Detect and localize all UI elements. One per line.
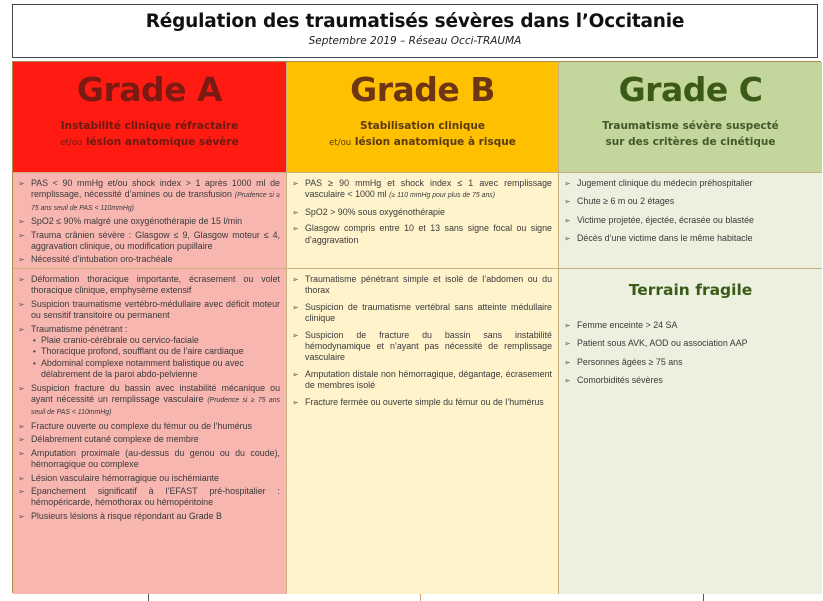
grade-c-terrain-cell xyxy=(559,269,822,594)
arrow-bullet-icon: ➢ xyxy=(18,511,25,521)
grade-a-desc-line1: Instabilité clinique réfractaire xyxy=(60,120,239,132)
arrow-bullet-icon: ➢ xyxy=(564,234,571,244)
criterion-item xyxy=(18,254,280,265)
grade-c-kinetic-list xyxy=(559,173,822,245)
criterion-text: Traumatisme pénétrant : xyxy=(31,323,128,334)
sub-criterion-item xyxy=(33,358,280,381)
sub-criterion-text: Thoracique profond, soufflant ou de l’aire cardiaque xyxy=(41,346,244,357)
criterion-item xyxy=(18,178,280,214)
grade-a-physio-list xyxy=(13,173,286,266)
criterion-item xyxy=(18,274,280,297)
grade-a-anatomic-cell xyxy=(13,269,287,594)
criterion-text: Femme enceinte > 24 SA xyxy=(577,320,678,330)
criterion-text: Amputation distale non hémorragique, dégantage, écrasement de membres isolé xyxy=(305,368,552,391)
grade-c-physio-cell xyxy=(559,173,822,269)
arrow-bullet-icon: ➢ xyxy=(18,421,25,431)
arrow-bullet-icon: ➢ xyxy=(292,224,299,234)
criterion-item xyxy=(564,196,816,207)
grade-a-anatomic-list xyxy=(13,269,286,522)
criterion-text: Victime projetée, éjectée, écrasée ou blastée xyxy=(577,214,754,225)
sub-criteria-list xyxy=(31,335,280,381)
arrow-bullet-icon: ➢ xyxy=(292,275,299,284)
criterion-text: Jugement clinique du médecin préhospitalier xyxy=(577,178,753,188)
criterion-text: Personnes âgées ≥ 75 ans xyxy=(577,356,683,367)
arrow-bullet-icon: ➢ xyxy=(18,217,25,227)
grade-b-anatomic-list xyxy=(287,269,558,408)
grade-c-desc-line1: Traumatisme sévère suspecté xyxy=(602,120,779,132)
criterion-text: Fracture fermée ou ouverte simple du fémur ou de l’humérus xyxy=(305,396,544,407)
criterion-item xyxy=(18,448,280,471)
criterion-text: Nécessité d’intubation oro-trachéale xyxy=(31,254,173,265)
criterion-text: Suspicion fracture du bassin avec instabilité mécanique ou ayant nécessité un remplissage vasculaire xyxy=(31,382,280,405)
arrow-bullet-icon: ➢ xyxy=(18,435,25,445)
criterion-item xyxy=(18,473,280,484)
criterion-text: Chute ≥ 6 m ou 2 étages xyxy=(577,196,675,207)
dot-bullet-icon: • xyxy=(33,358,36,368)
criterion-text: Délabrement cutané complexe de membre xyxy=(31,434,199,445)
arrow-bullet-icon: ➢ xyxy=(18,255,25,265)
criterion-text: Traumatisme pénétrant simple et isolé de l’abdomen ou du thorax xyxy=(305,274,552,296)
regulation-table xyxy=(12,61,821,593)
criterion-note: (Prudence si ≥ 75 ans seuil de PAS < 110mmHg) xyxy=(31,192,280,212)
criterion-text: Trauma crânien sévère : Glasgow ≤ 9, Glasgow moteur ≤ 4, aggravation clinique, ou modification pupillaire xyxy=(31,229,280,252)
criterion-text: Fracture ouverte ou complexe du fémur ou de l’humérus xyxy=(31,420,252,431)
arrow-bullet-icon: ➢ xyxy=(18,473,25,483)
bottom-tick-mark xyxy=(148,594,149,601)
arrow-bullet-icon: ➢ xyxy=(18,383,25,393)
criterion-item xyxy=(18,324,280,381)
bottom-tick-mark xyxy=(703,594,704,601)
grade-b-description xyxy=(287,118,558,151)
arrow-bullet-icon: ➢ xyxy=(564,179,571,188)
arrow-bullet-icon: ➢ xyxy=(564,215,571,225)
grade-b-physio-list xyxy=(287,173,558,246)
arrow-bullet-icon: ➢ xyxy=(18,230,25,240)
criterion-text: Lésion vasculaire hémorragique ou ischémiante xyxy=(31,472,219,483)
criterion-item xyxy=(564,178,816,189)
arrow-bullet-icon: ➢ xyxy=(564,197,571,207)
arrow-bullet-icon: ➢ xyxy=(18,275,25,284)
criterion-item xyxy=(564,320,816,331)
grade-b-header xyxy=(287,62,559,173)
arrow-bullet-icon: ➢ xyxy=(564,357,571,367)
criterion-item xyxy=(18,216,280,227)
criterion-item xyxy=(18,299,280,322)
arrow-bullet-icon: ➢ xyxy=(18,486,25,496)
sub-criterion-text: Abdominal complexe notamment balistique ou avec délabrement de la paroi abdo-pelvienne xyxy=(41,357,244,380)
arrow-bullet-icon: ➢ xyxy=(292,330,299,340)
criterion-text: Glasgow compris entre 10 et 13 sans signe focal ou signe d’aggravation xyxy=(305,223,552,245)
criterion-text: SpO2 ≤ 90% malgré une oxygénothérapie de 15 l/min xyxy=(31,216,243,227)
grade-b-physio-cell xyxy=(287,173,559,269)
arrow-bullet-icon: ➢ xyxy=(292,207,299,217)
criterion-text: SpO2 > 90% sous oxygénothérapie xyxy=(305,206,445,217)
arrow-bullet-icon: ➢ xyxy=(18,179,25,188)
grade-c-description xyxy=(559,118,822,150)
sub-criterion-item xyxy=(33,335,280,346)
criterion-text: PAS ≥ 90 mmHg et shock index ≤ 1 avec remplissage vasculaire < 1000 ml xyxy=(305,178,552,200)
terrain-fragile-title: Terrain fragile xyxy=(628,281,753,299)
arrow-bullet-icon: ➢ xyxy=(292,397,299,407)
criterion-item xyxy=(18,486,280,509)
grade-a-header xyxy=(13,62,287,173)
arrow-bullet-icon: ➢ xyxy=(292,302,299,312)
criterion-item xyxy=(564,338,816,349)
criterion-text: Suspicion traumatisme vertébro-médullaire avec déficit moteur ou sensitif transitoire ou permanent xyxy=(31,298,280,321)
grade-c-desc-line2: sur des critères de cinétique xyxy=(605,136,776,148)
criterion-item xyxy=(564,357,816,368)
grade-c-header xyxy=(559,62,822,173)
criterion-item xyxy=(292,330,552,364)
sub-criterion-item xyxy=(33,346,280,357)
criterion-text: Décès d’une victime dans le même habitacle xyxy=(577,233,753,244)
criterion-text: PAS < 90 mmHg et/ou shock index > 1 après 1000 ml de remplissage, nécessité d’amines ou de transfusion xyxy=(31,178,280,200)
criterion-item xyxy=(292,178,552,202)
grade-b-anatomic-cell xyxy=(287,269,559,594)
criterion-text: Patient sous AVK, AOD ou association AAP xyxy=(577,338,748,349)
arrow-bullet-icon: ➢ xyxy=(292,369,299,379)
criterion-note: (Prudence si ≥ 75 ans seuil de PAS < 110mmHg) xyxy=(31,397,280,417)
criterion-item xyxy=(18,383,280,419)
criterion-item xyxy=(18,511,280,522)
criterion-item xyxy=(292,274,552,297)
criterion-item xyxy=(292,207,552,218)
criterion-note: (≥ 110 mmHg pour plus de 75 ans) xyxy=(389,192,496,200)
arrow-bullet-icon: ➢ xyxy=(564,321,571,330)
criterion-item xyxy=(292,369,552,392)
criterion-text: Amputation proximale (au-dessus du genou ou du coude), hémorragique ou complexe xyxy=(31,447,280,470)
page-subtitle: Septembre 2019 – Réseau Occi-TRAUMA xyxy=(308,35,522,47)
criterion-item xyxy=(292,223,552,246)
criterion-item xyxy=(18,421,280,432)
title-box xyxy=(12,4,818,58)
grade-b-desc-prefix: et/ou xyxy=(329,138,352,148)
criterion-item xyxy=(292,302,552,325)
criterion-text: Déformation thoracique importante, écrasement ou volet thoracique clinique, emphysème extensif xyxy=(31,274,280,296)
grade-b-title: Grade B xyxy=(350,70,495,109)
sub-criterion-text: Plaie cranio-cérébrale ou cervico-faciale xyxy=(41,335,199,346)
criterion-item xyxy=(18,434,280,445)
criterion-item xyxy=(292,397,552,408)
criterion-item xyxy=(18,230,280,253)
grade-a-description xyxy=(13,118,286,151)
page-title: Régulation des traumatisés sévères dans l’Occitanie xyxy=(145,11,685,32)
terrain-fragile-list xyxy=(559,315,822,387)
dot-bullet-icon: • xyxy=(33,336,36,346)
criterion-text: Suspicion de traumatisme vertébral sans atteinte médullaire clinique xyxy=(305,301,552,324)
criterion-text: Plusieurs lésions à risque répondant au Grade B xyxy=(31,510,222,521)
grade-a-desc-line2: lésion anatomique sévère xyxy=(82,136,239,148)
grade-b-desc-line2: lésion anatomique à risque xyxy=(351,136,516,148)
criterion-item xyxy=(564,233,816,244)
grade-b-desc-line1: Stabilisation clinique xyxy=(360,120,485,132)
arrow-bullet-icon: ➢ xyxy=(292,179,299,188)
arrow-bullet-icon: ➢ xyxy=(18,299,25,309)
criterion-item xyxy=(564,215,816,226)
arrow-bullet-icon: ➢ xyxy=(564,376,571,386)
dot-bullet-icon: • xyxy=(33,347,36,357)
grade-a-desc-prefix: et/ou xyxy=(60,138,83,148)
arrow-bullet-icon: ➢ xyxy=(18,448,25,458)
arrow-bullet-icon: ➢ xyxy=(18,324,25,334)
bottom-tick-mark xyxy=(420,594,421,601)
grade-a-physio-cell xyxy=(13,173,287,269)
criterion-item xyxy=(564,375,816,386)
grade-a-title: Grade A xyxy=(76,70,223,109)
grade-c-title: Grade C xyxy=(618,70,763,109)
criterion-text: Epanchement significatif à l’EFAST pré-hospitalier : hémopéricarde, hémothorax ou hémopéritoine xyxy=(31,485,280,508)
criterion-text: Suspicion de fracture du bassin sans instabilité hémodynamique et n’ayant pas nécessité de remplissage vasculaire xyxy=(305,329,552,363)
criterion-text: Comorbidités sévères xyxy=(577,375,663,386)
arrow-bullet-icon: ➢ xyxy=(564,339,571,349)
